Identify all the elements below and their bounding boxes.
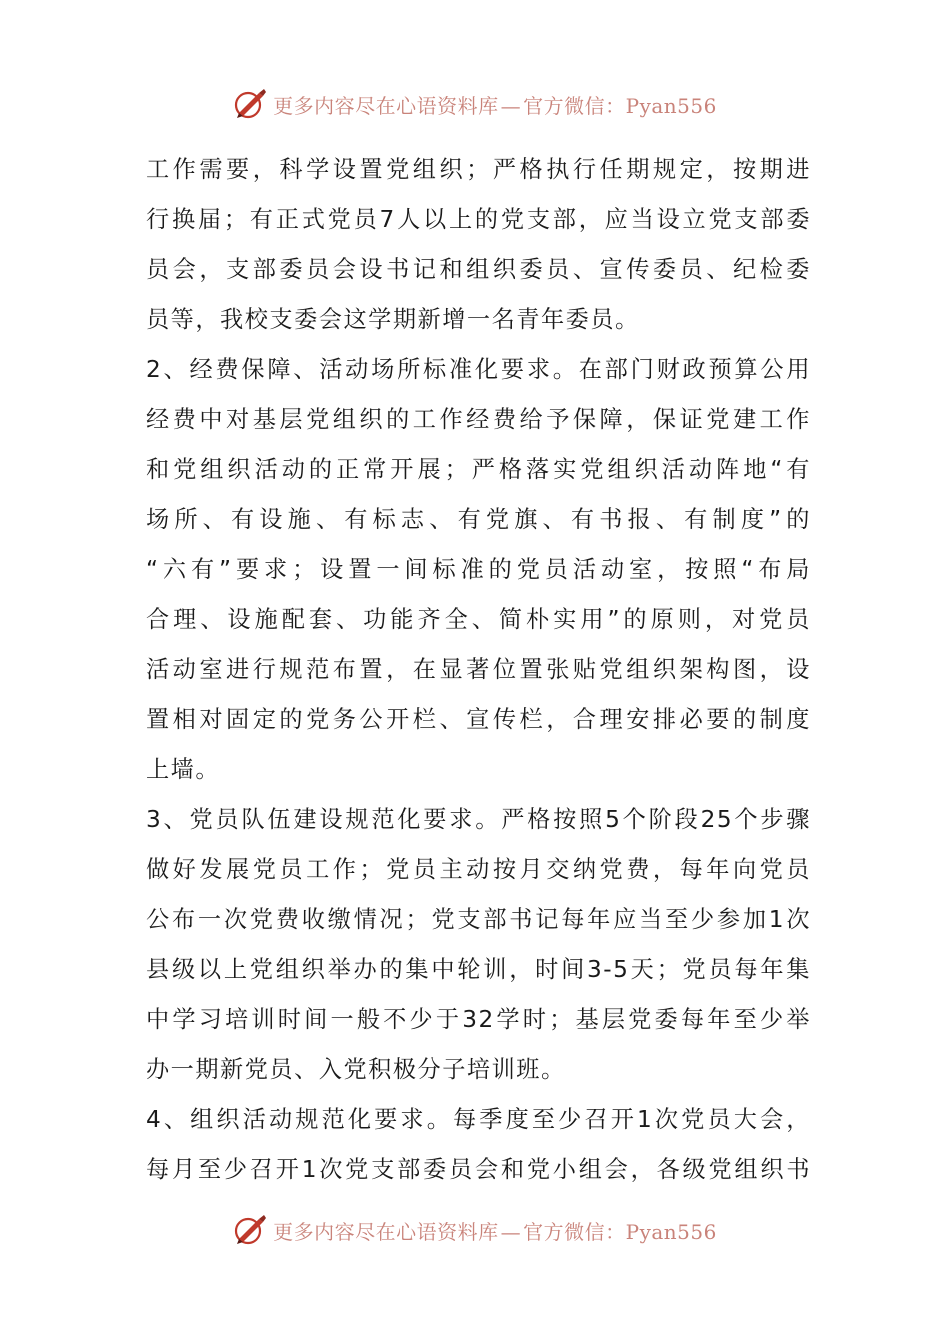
text-line: 经费中对基层党组织的工作经费给予保障，保证党建工作 [146,406,811,433]
banner-wechat-id: Pyan556 [625,1219,717,1244]
banner-site-name: 更多内容尽在心语资料库 [273,1219,499,1244]
text-line: 员会，支部委员会设书记和组织委员、宣传委员、纪检委 [146,256,811,283]
text-line: 做好发展党员工作；党员主动按月交纳党费，每年向党员 [146,856,811,883]
text-line: “六有”要求；设置一间标准的党员活动室，按照“布局 [146,556,811,583]
banner-dash: — [500,1219,522,1244]
document-body [146,145,811,1195]
pen-logo-icon [233,1213,267,1247]
text-line: 行换届；有正式党员7人以上的党支部，应当设立党支部委 [146,206,811,233]
text-line: 合理、设施配套、功能齐全、简朴实用”的原则，对党员 [146,606,811,633]
text-line: 员等，我校支委会这学期新增一名青年委员。 [146,306,640,333]
text-line: 4、组织活动规范化要求。每季度至少召开1次党员大会， [146,1106,811,1133]
banner-wechat-label: 官方微信： [523,93,626,118]
pen-logo-icon [233,87,267,121]
header-banner [0,82,950,126]
text-line: 上墙。 [146,756,221,783]
text-line: 2、经费保障、活动场所标准化要求。在部门财政预算公用 [146,356,811,383]
text-line: 活动室进行规范布置，在显著位置张贴党组织架构图，设 [146,656,811,683]
text-line: 办一期新党员、入党积极分子培训班。 [146,1056,566,1083]
text-line: 县级以上党组织举办的集中轮训，时间3-5天；党员每年集 [146,956,811,983]
banner-site-name: 更多内容尽在心语资料库 [273,93,499,118]
text-line: 公布一次党费收缴情况；党支部书记每年应当至少参加1次 [146,906,811,933]
text-line: 置相对固定的党务公开栏、宣传栏，合理安排必要的制度 [146,706,811,733]
banner-wechat-label: 官方微信： [523,1219,626,1244]
footer-banner-text [273,1216,717,1245]
text-line: 3、党员队伍建设规范化要求。严格按照5个阶段25个步骤 [146,806,811,833]
banner-wechat-id: Pyan556 [625,93,717,118]
header-banner-text [273,90,717,119]
text-line: 工作需要，科学设置党组织；严格执行任期规定，按期进 [146,156,811,183]
text-line: 场所、有设施、有标志、有党旗、有书报、有制度”的 [146,506,811,533]
footer-banner [0,1208,950,1252]
text-line: 每月至少召开1次党支部委员会和党小组会，各级党组织书 [146,1156,811,1183]
banner-dash: — [500,93,522,118]
text-line: 中学习培训时间一般不少于32学时；基层党委每年至少举 [146,1006,811,1033]
text-line: 和党组织活动的正常开展；严格落实党组织活动阵地“有 [146,456,811,483]
